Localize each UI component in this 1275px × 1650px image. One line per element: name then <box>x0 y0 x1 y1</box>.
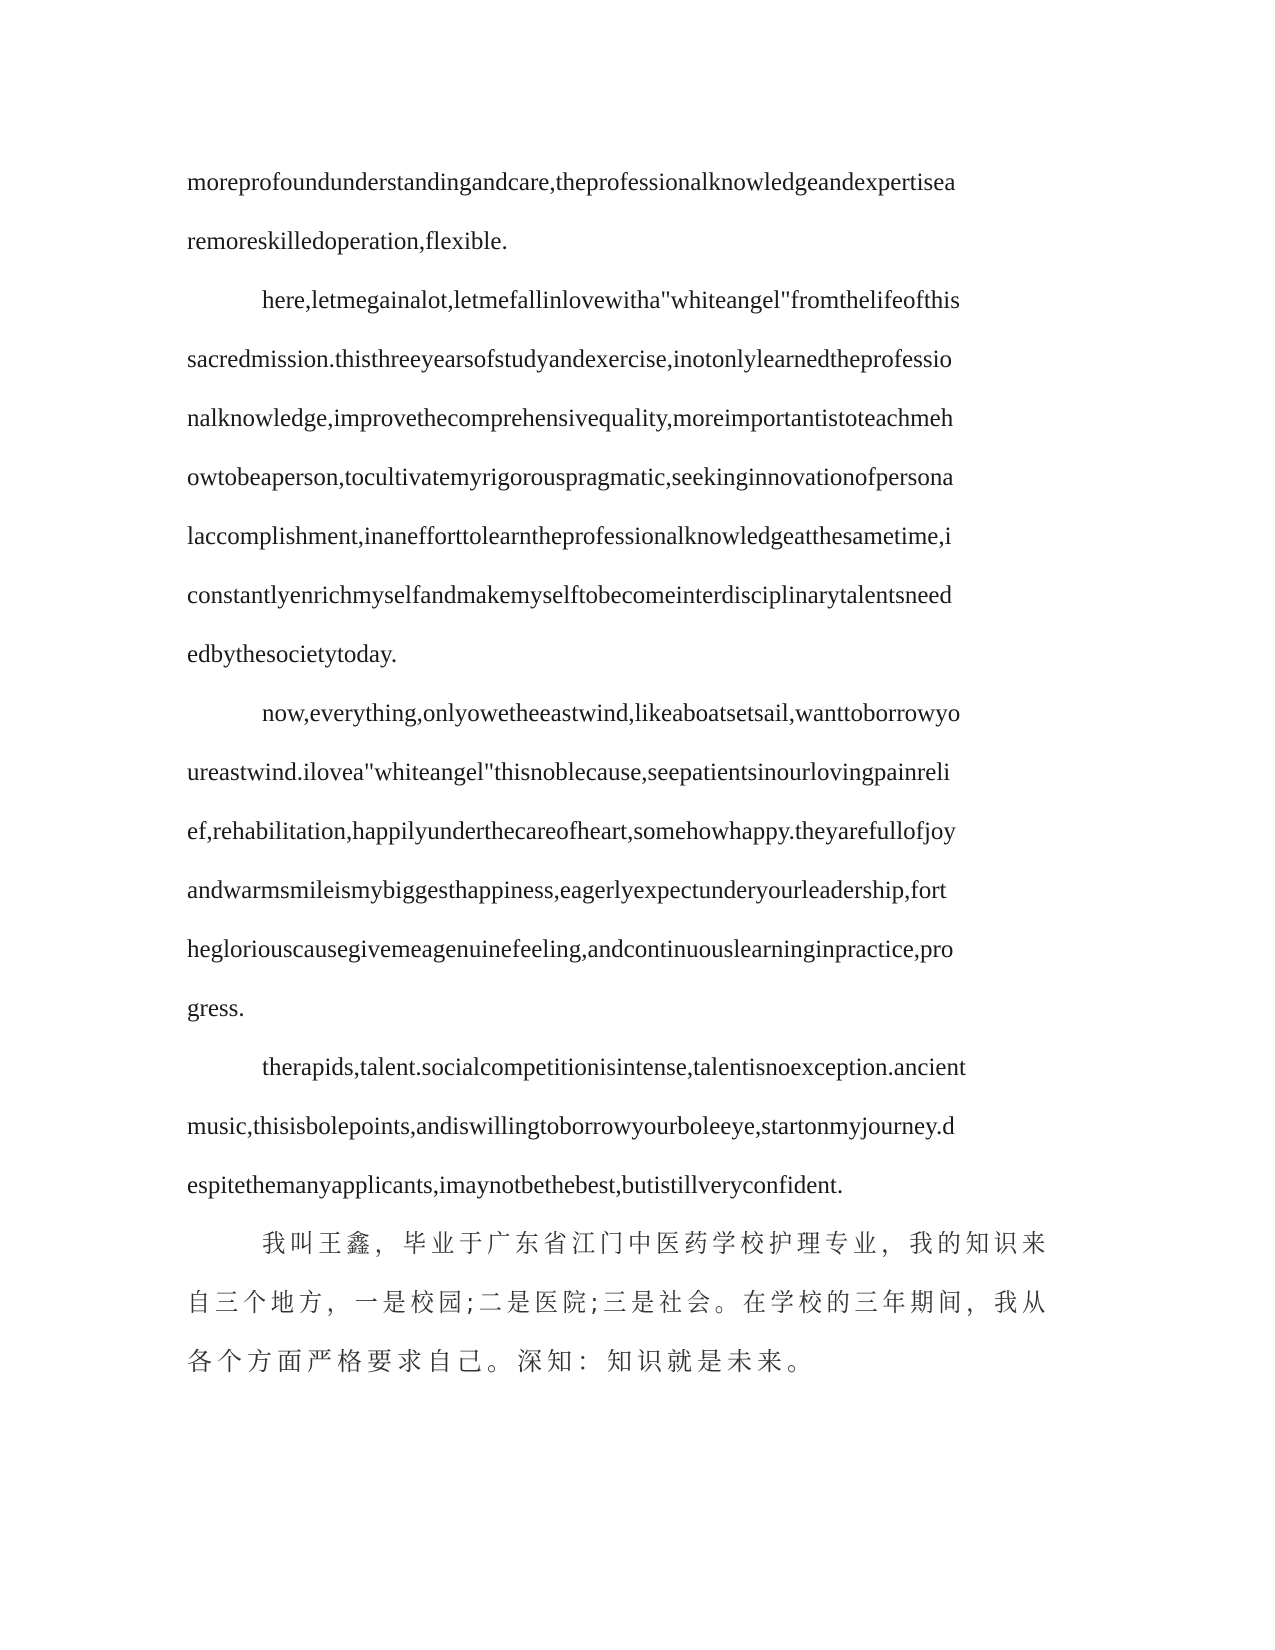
text-line-7: laccomplishment,inanefforttolearntheprofessionalknowledgeatthesametime,i <box>187 523 952 550</box>
text-line-12: ef,rehabilitation,happilyunderthecareofheart,somehowhappy.theyarefullofjoy <box>187 818 956 845</box>
text-line-17: music,thisisbolepoints,andiswillingtoborrowyourboleeye,startonmyjourney.d <box>187 1113 955 1140</box>
text-line-5: nalknowledge,improvethecomprehensivequality,moreimportantistoteachmeh <box>187 405 954 432</box>
text-line-1: moreprofoundunderstandingandcare,theprofessionalknowledgeandexpertisea <box>187 169 956 196</box>
text-line-3: here,letmegainalot,letmefallinlovewitha"whiteangel"fromthelifeofthis <box>262 287 960 314</box>
text-line-2: remoreskilledoperation,flexible. <box>187 228 508 255</box>
text-line-11: ureastwind.ilovea"whiteangel"thisnoblecause,seepatientsinourlovingpainreli <box>187 759 951 786</box>
text-line-21: 各个方面严格要求自己。深知：知识就是未来。 <box>187 1347 818 1376</box>
text-line-13: andwarmsmileismybiggesthappiness,eagerlyexpectunderyourleadership,fort <box>187 877 947 904</box>
text-line-8: constantlyenrichmyselfandmakemyselftobecomeinterdisciplinarytalentsneed <box>187 582 953 609</box>
text-line-14: hegloriouscausegivemeagenuinefeeling,andcontinuouslearninginpractice,pro <box>187 936 954 963</box>
text-line-6: owtobeaperson,tocultivatemyrigorouspragmatic,seekinginnovationofpersona <box>187 464 954 491</box>
text-line-20: 自三个地方，一是校园;二是医院;三是社会。在学校的三年期间，我从 <box>187 1288 1050 1317</box>
text-line-10: now,everything,onlyowetheeastwind,likeaboatsetsail,wanttoborrowyo <box>262 700 961 727</box>
text-line-4: sacredmission.thisthreeyearsofstudyandexercise,inotonlylearnedtheprofessio <box>187 346 953 373</box>
text-line-9: edbythesocietytoday. <box>187 641 398 668</box>
text-line-16: therapids,talent.socialcompetitionisintense,talentisnoexception.ancient <box>262 1054 966 1081</box>
text-line-19: 我叫王鑫，毕业于广东省江门中医药学校护理专业，我的知识来 <box>262 1229 1051 1258</box>
text-line-15: gress. <box>187 995 245 1022</box>
text-line-18: espitethemanyapplicants,imaynotbethebest,butistillveryconfident. <box>187 1172 844 1199</box>
